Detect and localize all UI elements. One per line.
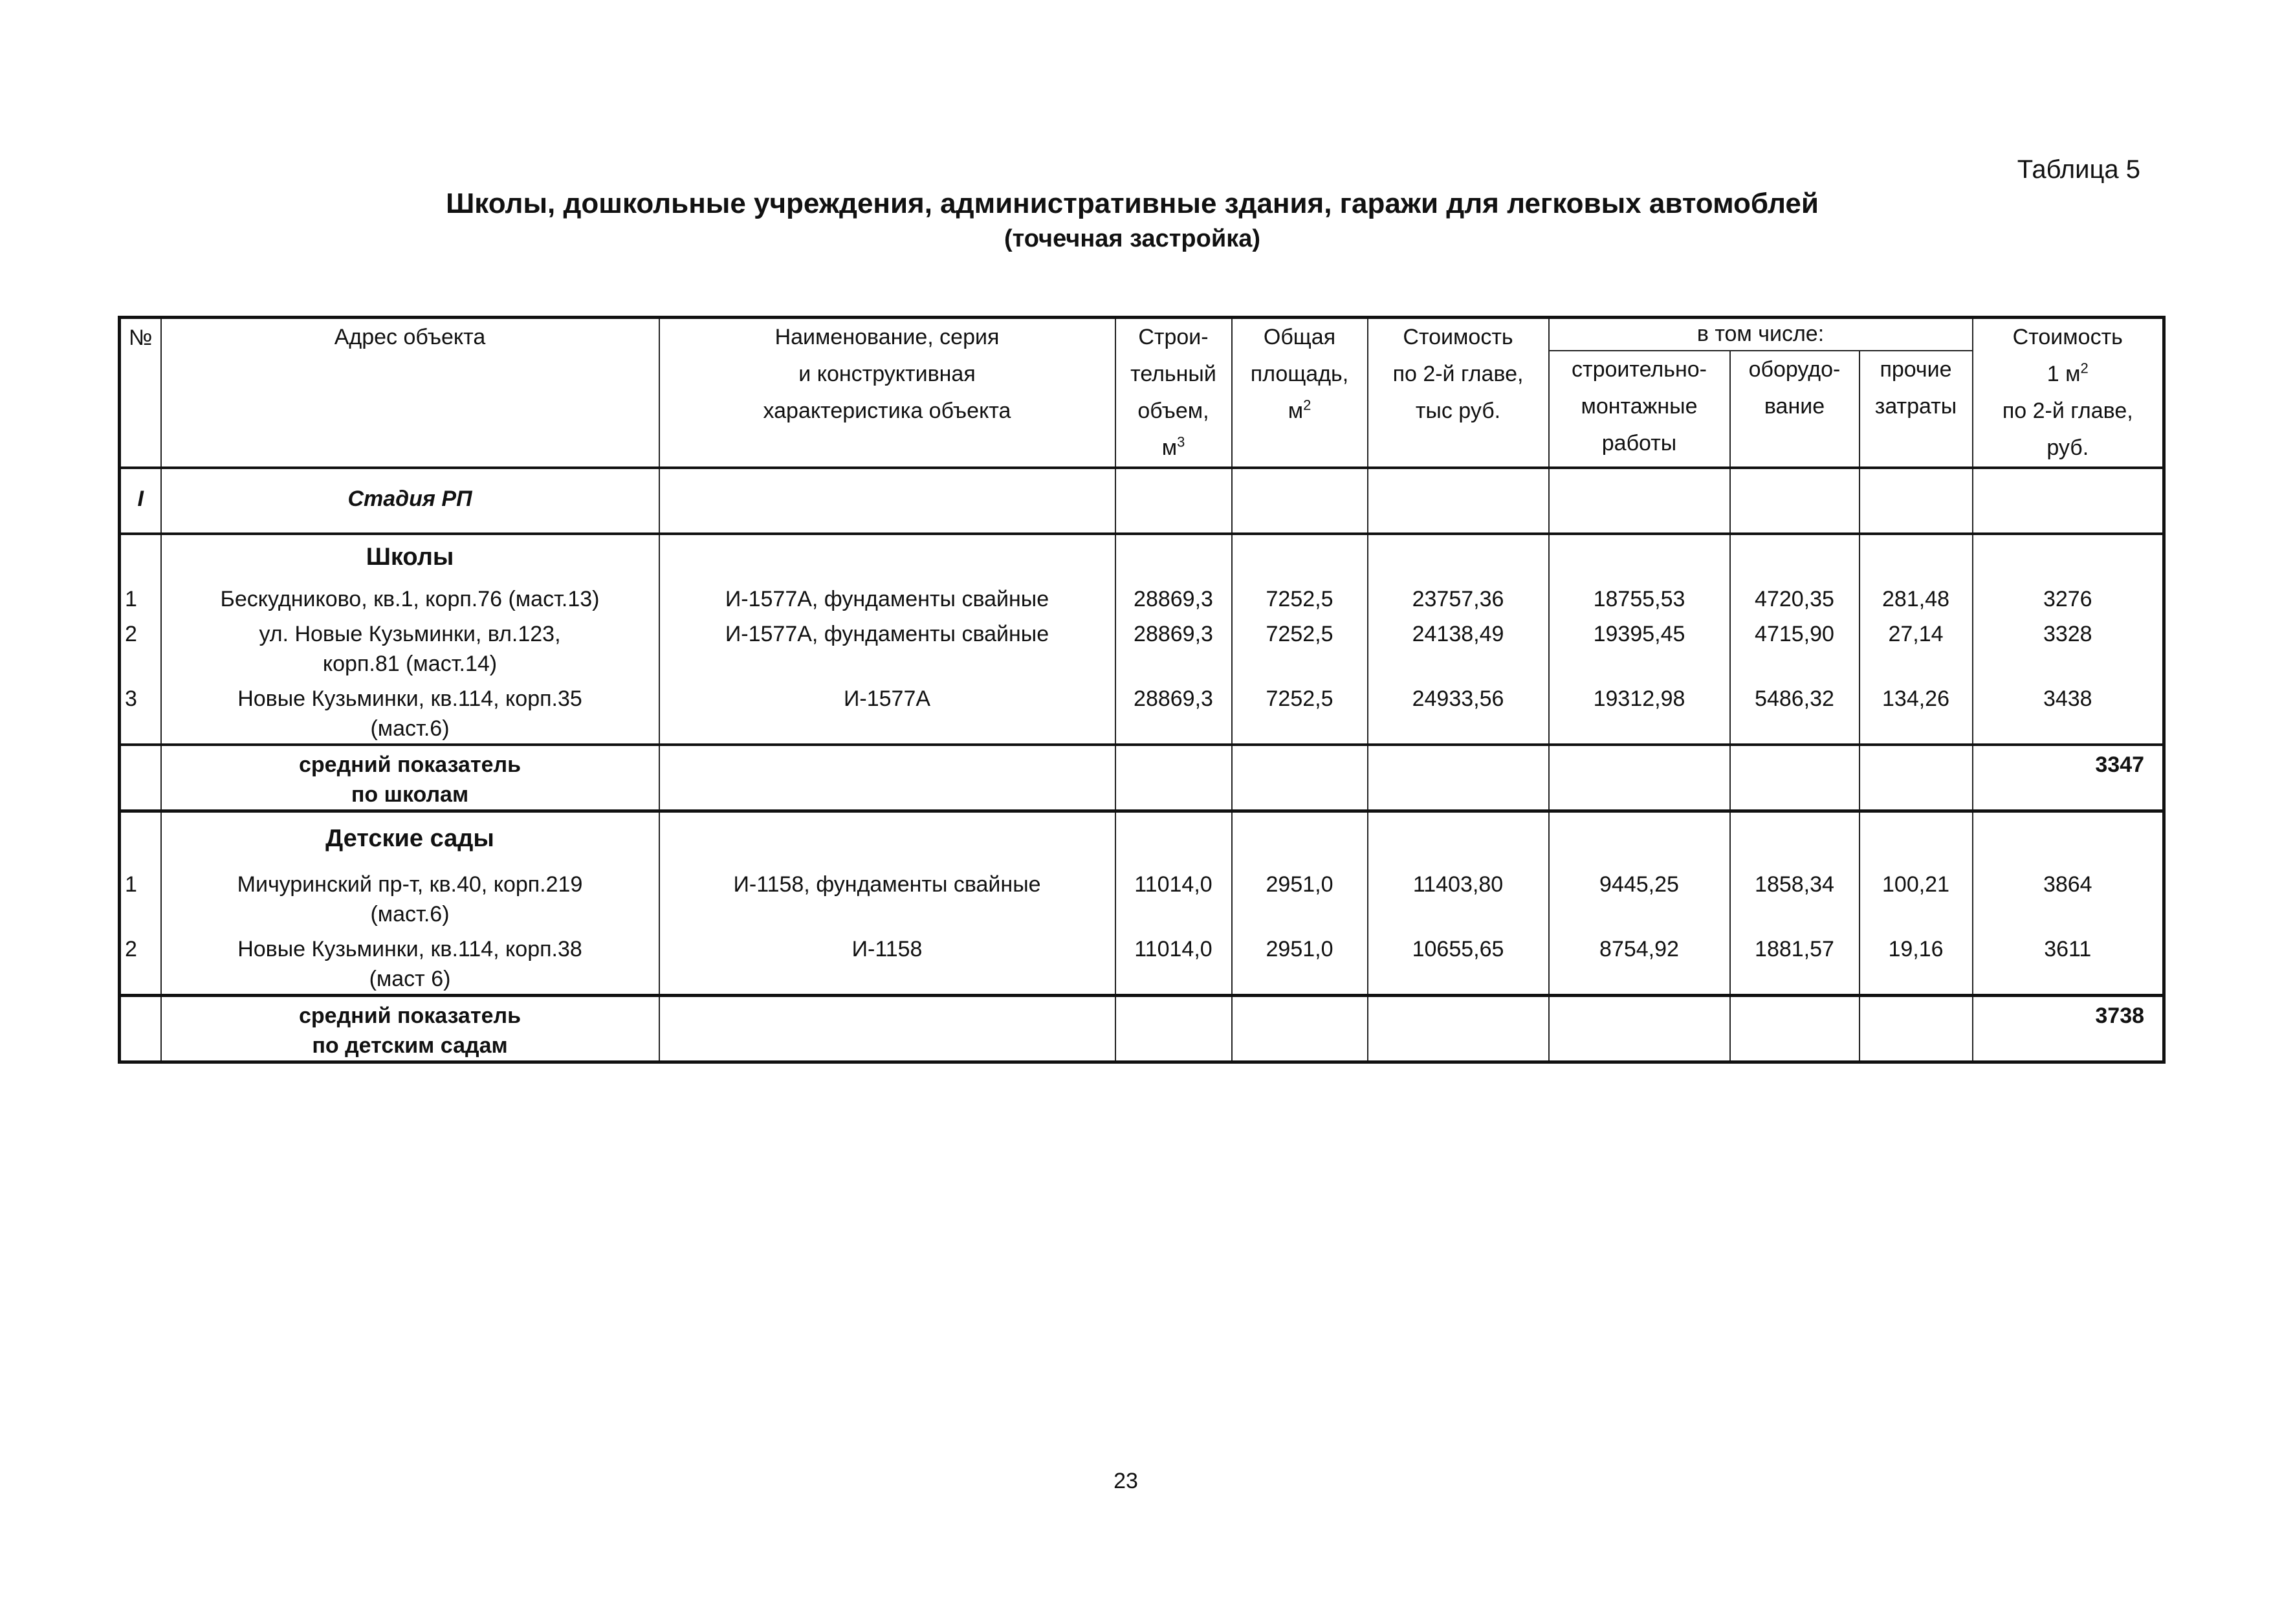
row-num: 3 xyxy=(120,679,161,745)
row-address: Бескудниково, кв.1, корп.76 (маст.13) xyxy=(220,587,600,611)
kindergartens-average-label: средний показатель xyxy=(298,1004,521,1028)
row-construction: 9445,25 xyxy=(1549,864,1730,929)
row-address: Новые Кузьминки, кв.114, корп.35 xyxy=(237,686,582,711)
table-label: Таблица 5 xyxy=(2017,155,2140,184)
page-subtitle: (точечная застройка) xyxy=(1004,225,1260,252)
table-row xyxy=(120,614,2164,679)
stage-row xyxy=(120,468,2164,534)
header-area-sup: 2 xyxy=(1303,397,1311,413)
header-num: № xyxy=(129,325,153,350)
row-name: И-1577А xyxy=(659,679,1115,745)
schools-heading: Школы xyxy=(366,543,454,571)
header-construction-line: строительно- xyxy=(1572,357,1707,382)
row-address-line2: (маст.6) xyxy=(370,902,450,927)
row-num: 2 xyxy=(120,614,161,679)
header-unit-cost-line: по 2-й главе, xyxy=(2002,399,2133,423)
header-other-line: затраты xyxy=(1874,393,1957,419)
row-unit-cost: 3438 xyxy=(1973,679,2164,745)
row-area: 7252,5 xyxy=(1232,579,1368,614)
row-num: 1 xyxy=(120,864,161,929)
row-address: Мичуринский пр-т, кв.40, корп.219 xyxy=(237,872,583,897)
row-address: ул. Новые Кузьминки, вл.123, xyxy=(259,622,561,646)
row-area: 7252,5 xyxy=(1232,614,1368,679)
header-area-unit: м xyxy=(1288,399,1304,423)
kindergartens-heading: Детские сады xyxy=(325,825,494,852)
table-row xyxy=(120,579,2164,614)
row-equipment: 4720,35 xyxy=(1730,579,1860,614)
header-construction-line: работы xyxy=(1601,430,1677,455)
row-equipment: 1881,57 xyxy=(1730,929,1860,996)
stage-num: I xyxy=(137,487,144,511)
header-row xyxy=(120,318,2164,351)
header-area-line: Общая xyxy=(1263,325,1336,349)
header-address: Адрес объекта xyxy=(334,325,486,349)
header-name-line: и конструктивная xyxy=(798,362,976,386)
row-volume: 28869,3 xyxy=(1115,614,1232,679)
table-row xyxy=(120,679,2164,745)
row-num: 1 xyxy=(120,579,161,614)
header-equipment-line: вание xyxy=(1764,393,1825,419)
section-heading-row xyxy=(120,811,2164,865)
stage-label: Стадия РП xyxy=(347,487,472,511)
header-cost-line: Стоимость xyxy=(1403,325,1513,349)
header-name-line: Наименование, серия xyxy=(774,325,1000,349)
row-unit-cost: 3276 xyxy=(1973,579,2164,614)
table-row xyxy=(120,929,2164,996)
average-row xyxy=(120,996,2164,1062)
row-other: 281,48 xyxy=(1860,579,1973,614)
row-construction: 8754,92 xyxy=(1549,929,1730,996)
row-address-line2: корп.81 (маст.14) xyxy=(322,652,498,676)
header-construction-line: монтажные xyxy=(1581,393,1698,419)
row-other: 134,26 xyxy=(1860,679,1973,745)
row-num: 2 xyxy=(120,929,161,996)
row-area: 2951,0 xyxy=(1232,864,1368,929)
header-unit-cost-line: руб. xyxy=(2046,435,2089,460)
row-equipment: 4715,90 xyxy=(1730,614,1860,679)
row-address: Новые Кузьминки, кв.114, корп.38 xyxy=(237,937,582,961)
header-area-line: площадь, xyxy=(1250,362,1349,386)
kindergartens-average-value: 3738 xyxy=(1973,996,2164,1062)
row-construction: 19395,45 xyxy=(1549,614,1730,679)
schools-average-value: 3347 xyxy=(1973,745,2164,811)
header-incl: в том числе: xyxy=(1696,322,1825,346)
row-cost: 24138,49 xyxy=(1368,614,1549,679)
row-cost: 10655,65 xyxy=(1368,929,1549,996)
row-cost: 23757,36 xyxy=(1368,579,1549,614)
schools-average-label: средний показатель xyxy=(298,752,521,777)
row-unit-cost: 3328 xyxy=(1973,614,2164,679)
row-other: 27,14 xyxy=(1860,614,1973,679)
header-unit-cost-line: Стоимость xyxy=(2012,325,2123,349)
row-other: 19,16 xyxy=(1860,929,1973,996)
row-area: 2951,0 xyxy=(1232,929,1368,996)
header-equipment-line: оборудо- xyxy=(1748,357,1841,382)
row-address-line2: (маст.6) xyxy=(370,716,450,741)
row-volume: 28869,3 xyxy=(1115,579,1232,614)
header-cost-line: тыс руб. xyxy=(1415,399,1501,423)
header-name-line: характеристика объекта xyxy=(763,399,1011,423)
cost-table xyxy=(118,316,2166,1064)
average-row xyxy=(120,745,2164,811)
section-heading-row xyxy=(120,534,2164,579)
kindergartens-average-label: по детским садам xyxy=(312,1033,508,1058)
row-equipment: 5486,32 xyxy=(1730,679,1860,745)
header-volume-line: Строи- xyxy=(1138,325,1209,349)
row-unit-cost: 3864 xyxy=(1973,864,2164,929)
row-construction: 19312,98 xyxy=(1549,679,1730,745)
header-volume-unit: м xyxy=(1161,435,1178,460)
header-cost-line: по 2-й главе, xyxy=(1392,362,1524,386)
header-other-line: прочие xyxy=(1880,357,1952,382)
row-name: И-1158 xyxy=(659,929,1115,996)
row-cost: 11403,80 xyxy=(1368,864,1549,929)
row-equipment: 1858,34 xyxy=(1730,864,1860,929)
table-row xyxy=(120,864,2164,929)
schools-average-label: по школам xyxy=(351,782,469,807)
page-title: Школы, дошкольные учреждения, административные здания, гаражи для легковых автомоблей xyxy=(446,188,1819,219)
header-volume-line: объем, xyxy=(1137,399,1209,423)
header-volume-sup: 3 xyxy=(1177,433,1185,450)
row-name: И-1577А, фундаменты свайные xyxy=(659,579,1115,614)
row-unit-cost: 3611 xyxy=(1973,929,2164,996)
row-cost: 24933,56 xyxy=(1368,679,1549,745)
row-volume: 11014,0 xyxy=(1115,929,1232,996)
header-unit-cost-unit: 1 м xyxy=(2046,362,2081,386)
row-address-line2: (маст 6) xyxy=(369,967,451,991)
row-volume: 11014,0 xyxy=(1115,864,1232,929)
row-area: 7252,5 xyxy=(1232,679,1368,745)
header-unit-cost-sup: 2 xyxy=(2080,360,2089,377)
row-volume: 28869,3 xyxy=(1115,679,1232,745)
row-name: И-1158, фундаменты свайные xyxy=(659,864,1115,929)
header-volume-line: тельный xyxy=(1130,362,1216,386)
row-other: 100,21 xyxy=(1860,864,1973,929)
page-number: 23 xyxy=(1114,1469,1138,1493)
row-name: И-1577А, фундаменты свайные xyxy=(659,614,1115,679)
row-construction: 18755,53 xyxy=(1549,579,1730,614)
